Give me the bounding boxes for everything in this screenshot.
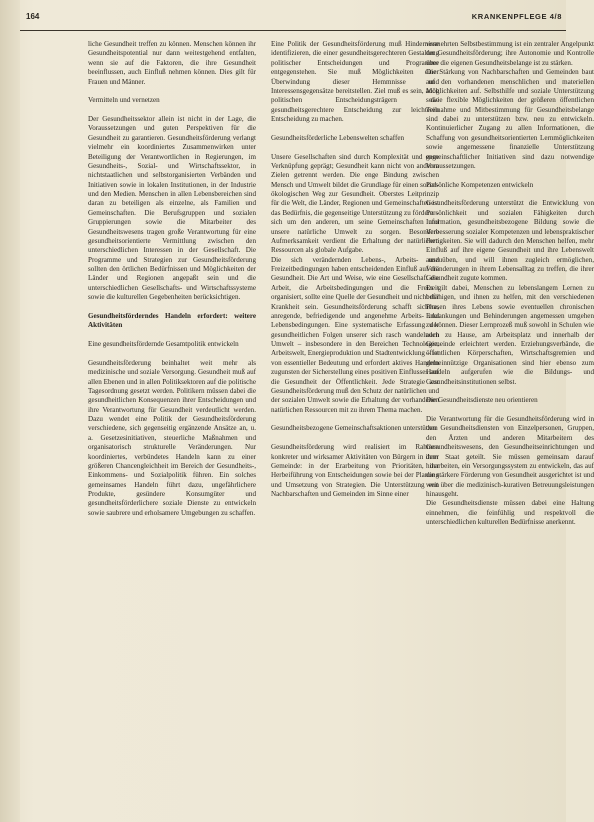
section-heading: Persönliche Kompetenzen entwickeln xyxy=(426,180,534,189)
paragraph: Die Stärkung von Nachbarschaften und Gemeinden baut auf den vorhandenen menschlichen und materiellen Möglichkeiten auf. Selbsthilfe und soziale Unterstützung sowie flexible Möglichkeiten der größeren öffentlichen Teilnahme und Mitbestimmung für Gesundheitsbelange sind dabei zu unterstützen bzw. neu zu entwickeln. Kontinuierlicher Zugang zu allen Informationen, die Schaffung von gesundheitsorientierten Lernmöglichkeiten sowie angemessene finanzielle Unterstützung gemeinschaftlicher Initiativen sind dazu notwendige Voraussetzungen. xyxy=(426,68,594,170)
paragraph: Eine Politik der Gesundheitsförderung muß Hindernisse identifizieren, die einer gesundheitsgerechteren Gestaltung politischer Entscheidungen und Programme entgegenstehen. Sie muß Möglichkeiten einer Überwindung dieser Hemmnisse und Interessensgegensätze bereitstellen. Ziel muß es sein, auch politischen Entscheidungsträgern die gesundheitsgerechtere Entscheidung zur leichteren Entscheidung zu machen. xyxy=(271,40,439,123)
section-heading-bold: Gesundheitsförderndes Handeln erfordert: weitere Aktivitäten xyxy=(88,311,256,330)
paragraph: Gesundheitsförderung beinhaltet weit mehr als medizinische und soziale Versorgung. Gesundheit muß auf allen Ebenen und in allen Politiksektoren auf die politische Tagesordnung gesetzt werden. Politikern müssen dabei die gesundheitlichen Konsequenzen ihrer Entscheidungen und ihre Verantwortung für Gesundheit verdeutlicht werden. Dazu wendet eine Politik der Gesundheitsförderung verschiedene, sich gegenseitig ergänzende Ansätze an, u. a. Gesetzesinitiativen, steuerliche Maßnahmen und organisatorisch strukturelle Veränderungen. Nur koordiniertes, verbündetes Handeln kann zu einer größeren Chancengleichheit im Bereich der Gesundheits-, Einkommens- und Sozialpolitik führen. Ein solches gemeinsames Handeln führt dazu, ungefährlichere Produkte, gesündere Konsumgüter und gesundheitsförderlichere soziale Dienste zu entwickeln sowie saubrere und erholsamere Umgebungen zu schaffen. xyxy=(88,358,256,517)
paragraph: Es gilt dabei, Menschen zu lebenslangem Lernen zu befähigen, und ihnen zu helfen, mit den verschiedenen Phasen ihres Lebens sowie eventuellen chronischen Erkrankungen und Behinderungen angemessen umgehen zu können. Dieser Lernprozeß muß sowohl in Schulen wie auch zu Hause, am Arbeitsplatz und innerhalb der Gemeinde erleichtert werden. Erziehungsverbände, die öffentlichen Körperschaften, Wirtschaftsgremien und gemeinnützige Organisationen sind hier ebenso zum Handeln aufgerufen wie die Bildungs- und Gesundheitsinstitutionen selbst. xyxy=(426,283,594,386)
paragraph: Gesundheitsförderung unterstützt die Entwicklung von Persönlichkeit und sozialen Fähigkeiten durch Information, gesundheitsbezogene Bildung sowie die Verbesserung sozialer Kompetenzen und lebenspraktischer Fertigkeiten. Sie will dadurch den Menschen helfen, mehr Einfluß auf ihre eigene Gesundheit und ihre Lebenswelt auszuüben, und will ihnen zugleich ermöglichen, Veränderungen in ihrem Lebensalltag zu treffen, die ihrer Gesundheit zugute kommen. xyxy=(426,199,594,283)
paragraph: Der Gesundheitssektor allein ist nicht in der Lage, die Voraussetzungen und guten Perspektiven für die Gesundheit zu garantieren. Gesundheitsförderung verlangt vielmehr ein koordiniertes Zusammenwirken unter Beteiligung der Verantwortlichen in Regierungen, im Gesundheits-, Sozial- und Wirtschaftssektor, in nichtstaatlichen und selbstorganisierten Verbänden und Initiativen sowie in lokalen Institutionen, in der Industrie und den Medien. Menschen in allen Lebensbereichen sind daran zu beteiligen als einzelne, als Familien und Gemeinschaften. Die Berufsgruppen und sozialen Gruppierungen sowie die Mitarbeiter des Gesundheitswesens tragen große Verantwortung für eine gesundheitsorientierte Vermittlung zwischen den unterschiedlichen Interessen in der Gesellschaft. Die Programme und Strategien zur Gesundheitsförderung sollten den örtlichen Bedürfnissen und Möglichkeiten der Länder und Regionen angepaßt sein und die unterschiedlichen Gesellschafts- und Wirtschaftssysteme sowie die kulturellen Gegebenheiten berücksichtigen. xyxy=(88,115,256,302)
section-heading: Gesundheitsförderliche Lebenswelten schaffen xyxy=(271,133,405,142)
paragraph: Die Gesundheitsdienste müssen dabei eine Haltung einnehmen, die feinfühlig und respektvoll die unterschiedlichen kulturellen Bedürfnisse anerkennt. xyxy=(426,499,594,527)
paragraph: Die Verantwortung für die Gesundheitsförderung wird in den Gesundheitsdiensten von Einzelpersonen, Gruppen, den Ärzten und anderen Mitarbeitern des Gesundheitswesens, den Gesundheitseinrichtungen und dem Staat geteilt. Sie müssen gemeinsam darauf hinarbeiten, ein Versorgungssystem zu entwickeln, das auf die stärkere Förderung von Gesundheit ausgerichtet ist und weit über die medizinisch-kurativen Betreuungsleistungen hinausgeht. xyxy=(426,415,594,499)
paragraph: vermehrten Selbstbestimmung ist ein zentraler Angelpunkt der Gesundheitsförderung; ihre Autonomie und Kontrolle über die eigenen Gesundheitsbelange ist zu stärken. xyxy=(426,40,594,67)
paragraph: Die sich verändernden Lebens-, Arbeits- und Freizeitbedingungen haben entscheidenden Einfluß auf die Gesundheit. Die Art und Weise, wie eine Gesellschaft die Arbeit, die Arbeitsbedingungen und die Freizeit organisiert, sollte eine Quelle der Gesundheit und nicht der Krankheit sein. Gesundheitsförderung schafft sichere, anregende, befriedigende und angenehme Arbeits- und Lebensbedingungen. Eine systematische Erfassung der gesundheitlichen Folgen unserer sich rasch wandelnden Umwelt – insbesondere in den Bereichen Technologie, Arbeitswelt, Energieproduktion und Stadtentwicklung – ist von essentieller Bedeutung und erfordert aktives Handeln zugunsten der Sicherstellung eines positiven Einflusses auf die Gesundheit der Öffentlichkeit. Jede Strategie zur Gesundheitsförderung muß den Schutz der natürlichen und der sozialen Umwelt sowie die Erhaltung der vorhandenen natürlichen Ressourcen mit zu ihrem Thema machen. xyxy=(271,255,439,414)
paragraph: Unsere Gesellschaften sind durch Komplexität und enge Verknüpfung geprägt; Gesundheit kann nicht von anderen Zielen getrennt werden. Die enge Bindung zwischen Mensch und Umwelt bildet die Grundlage für einen sozial-ökologischen Weg zur Gesundheit. Oberstes Leitprinzip für die Welt, die Länder, Regionen und Gemeinschaften ist das Bedürfnis, die gegenseitige Unterstützung zu fördern – sich um den anderen, um seine Gemeinschaften und unsere natürliche Umwelt zu sorgen. Besondere Aufmerksamkeit verdient die Erhaltung der natürlichen Ressourcen als globale Aufgabe. xyxy=(271,152,439,255)
page-header xyxy=(20,8,566,31)
text-column-3 xyxy=(426,40,594,537)
section-heading: Vermitteln und vernetzen xyxy=(88,96,160,105)
paragraph: Gesundheitsförderung wird realisiert im Rahmen konkreter und wirksamer Aktivitäten von Bürgern in ihrer Gemeinde: in der Erarbeitung von Prioritäten, der Herbeiführung von Entscheidungen sowie bei der Planung und Umsetzung von Strategien. Die Unterstützung von Nachbarschaften und Gemeinden im Sinne einer xyxy=(271,443,439,499)
section-heading: Gesundheitsbezogene Gemeinschaftsaktionen unterstützen xyxy=(271,424,438,433)
section-heading: Die Gesundheitsdienste neu orientieren xyxy=(426,396,538,405)
paragraph: liche Gesundheit treffen zu können. Menschen können ihr Gesundheitspotential nur dann weitestgehend entfalten, wenn sie auf die Faktoren, die ihre Gesundheit beeinflussen, auch Einfluß nehmen können. Dies gilt für Frauen und Männer. xyxy=(88,40,256,86)
section-heading: Eine gesundheitsfördernde Gesamtpolitik entwickeln xyxy=(88,340,239,349)
page-number: 164 xyxy=(26,12,40,21)
running-title: KRANKENPFLEGE 4/8 xyxy=(471,12,562,21)
text-column-2 xyxy=(271,40,439,509)
text-column-1 xyxy=(88,40,256,528)
page-gutter-shadow xyxy=(0,0,20,822)
